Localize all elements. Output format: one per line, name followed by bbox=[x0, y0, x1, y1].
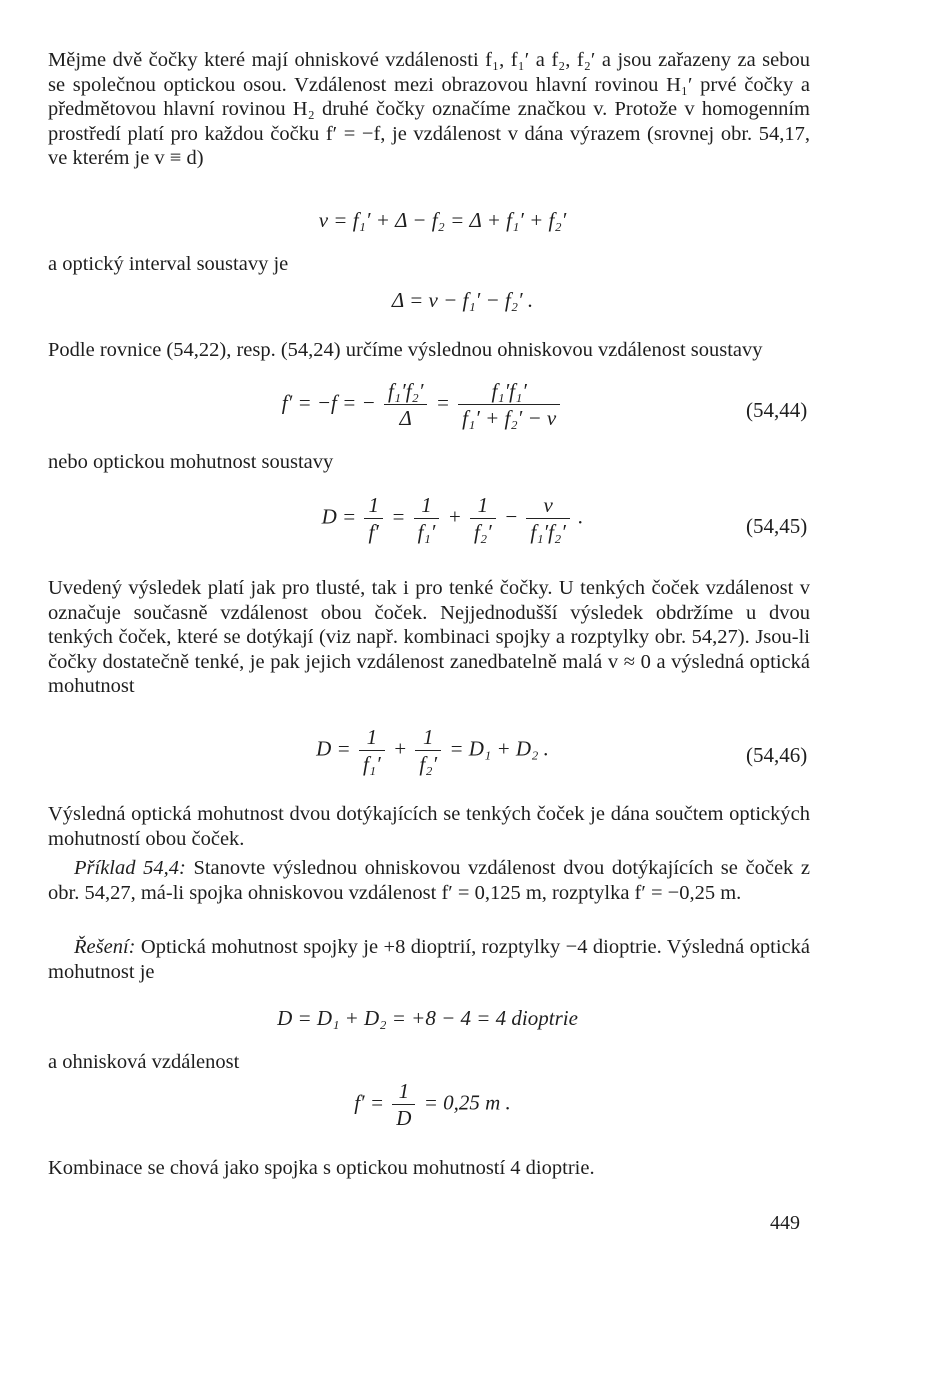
reseni-paragraph: Řešení: Optická mohutnost spojky je +8 dioptrií, rozptylky −4 dioptrie. Výsledná optická mohutnost je bbox=[48, 936, 810, 983]
equation-v: v = f₁′ + Δ − f₂ = Δ + f₁′ + f₂′ bbox=[318, 208, 567, 232]
fraction: $\frac{1}{f'}$ bbox=[364, 492, 383, 545]
equation-d-sum: D = D₁ + D₂ = +8 − 4 = 4 dioptrie bbox=[277, 1006, 578, 1030]
fraction: $\frac{1}{D}$ bbox=[392, 1078, 415, 1131]
vysledna-paragraph: Výsledná optická mohutnost dvou dotýkajících se tenkých čoček je dána součtem optických mohutností obou čoček. bbox=[48, 803, 810, 850]
fraction: $\frac{1}{\text{f₁′}}$ bbox=[414, 492, 440, 545]
equation-number: (54,44) bbox=[746, 398, 808, 422]
interval-text: a optický interval soustavy je bbox=[48, 253, 289, 275]
fraction: $\frac{v}{\text{f₁′f₂′}}$ bbox=[526, 492, 569, 545]
fraction: $\frac{\text{f₁′f₁′}}{\text{f₁′ + f₂′ − v}}$ bbox=[458, 378, 560, 431]
podle-paragraph: Podle rovnice (54,22), resp. (54,24) určíme výslednou ohniskovou vzdálenost soustavy bbox=[48, 339, 763, 361]
fraction: $\frac{1}{\text{f₂′}}$ bbox=[415, 724, 441, 777]
equation-54-44: f′ = −f = − $\frac{\text{f₁′f₂′}}{\Delta}$ = $\frac{\text{f₁′f₁′}}{\text{f₁′ + f₂′ − v}}$ bbox=[0, 378, 895, 431]
fraction: $\frac{\text{f₁′f₂′}}{\Delta}$ bbox=[384, 378, 427, 431]
equation-number: (54,45) bbox=[746, 514, 808, 538]
fraction: $\frac{1}{\text{f₁′}}$ bbox=[359, 724, 385, 777]
intro-paragraph: Mějme dvě čočky které mají ohniskové vzdálenosti f₁, f₁′ a f₂, f₂′ a jsou zařazeny za sebou se společnou optickou osou. Vzdálenost mezi obrazovou hlavní rovinou H₁′ prvé čočky a předmětovou hlavní rovinou H₂ druhé čočky označíme značkou v. Protože v homogenním prostředí platí pro každou čočku f′ = −f, je vzdálenost v dána výrazem (srovnej obr. 54,17, ve kterém je v ≡ d) bbox=[48, 49, 810, 170]
fraction: $\frac{1}{\text{f₂′}}$ bbox=[470, 492, 496, 545]
equation-number: (54,46) bbox=[746, 743, 808, 767]
equation-f-result: f′ = $\frac{1}{D}$ = 0,25 m . bbox=[354, 1079, 511, 1130]
equation-54-45: D = $\frac{1}{f'}$ = $\frac{1}{\text{f₁′}}$ + $\frac{1}{\text{f₂′}}$ − $\frac{v}{\text{f₁′f₂′}}$ . bbox=[321, 493, 584, 544]
nebo-text: nebo optickou mohutnost soustavy bbox=[48, 451, 334, 473]
priklad-paragraph: Příklad 54,4: Stanovte výslednou ohniskovou vzdálenost dvou dotýkajících se čoček z obr. 54,27, má-li spojka ohniskovou vzdálenost f′ = 0,125 m, rozptylka f′ = −0,25 m. bbox=[48, 857, 811, 904]
equation-54-46: D = $\frac{1}{\text{f₁′}}$ + $\frac{1}{\text{f₂′}}$ = D₁ + D₂ . bbox=[316, 725, 549, 776]
equation-delta: Δ = v − f₁′ − f₂′ . bbox=[391, 288, 534, 312]
ohniskova-text: a ohnisková vzdálenost bbox=[48, 1051, 240, 1073]
uvedeny-paragraph: Uvedený výsledek platí jak pro tlusté, tak i pro tenké čočky. U tenkých čoček vzdálenost v označuje současně vzdálenost obou čoček. Nejjednodušší výsledek obdržíme u dvou tenkých čoček, které se dotýkají (viz např. kombinaci spojky a rozptylky obr. 54,27). Jsou-li čočky dostatečně tenké, je pak jejich vzdálenost zanedbatelně malá v ≈ 0 a výsledná optická mohutnost bbox=[48, 577, 810, 698]
kombinace-text: Kombinace se chová jako spojka s optickou mohutností 4 dioptrie. bbox=[48, 1157, 595, 1179]
page-number: 449 bbox=[770, 1212, 800, 1234]
